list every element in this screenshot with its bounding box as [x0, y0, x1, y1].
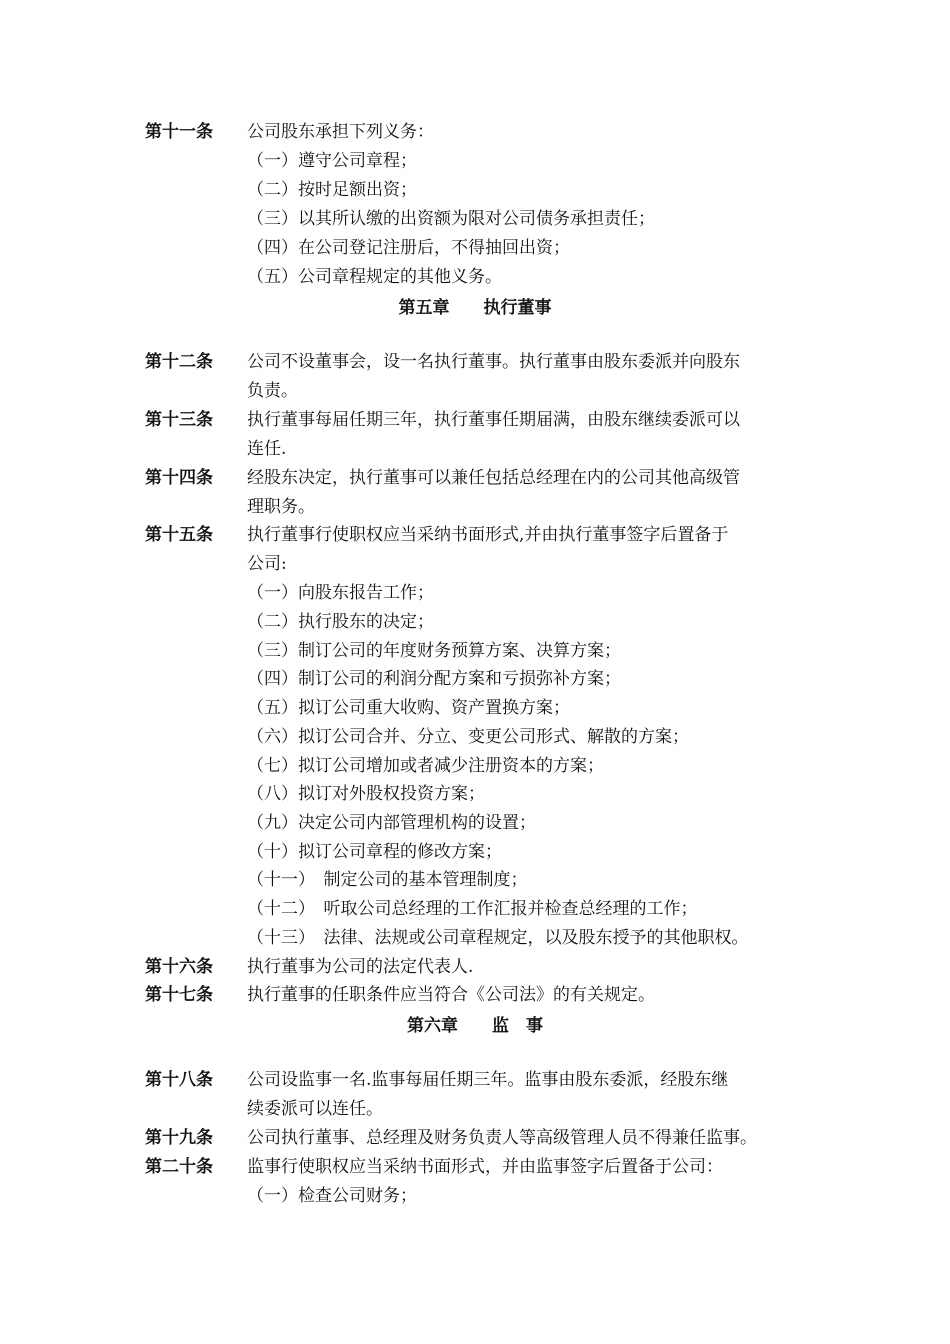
list-item-text: （二）执行股东的决定； — [247, 612, 434, 632]
list-item — [0, 205, 950, 234]
list-item — [0, 866, 950, 895]
article-text: 公司设监事一名.监事每届任期三年。监事由股东委派，经股东继 — [247, 1070, 729, 1090]
article-label: 第十四条 — [145, 468, 213, 488]
list-item — [0, 665, 950, 694]
article-continuation — [0, 550, 950, 579]
article-14 — [0, 464, 950, 493]
article-20 — [0, 1153, 950, 1182]
article-text: 执行董事的任职条件应当符合《公司法》的有关规定。 — [247, 985, 655, 1005]
article-text: 公司不设董事会，设一名执行董事。执行董事由股东委派并向股东 — [247, 352, 740, 372]
article-text: 监事行使职权应当采纳书面形式，并由监事签字后置备于公司： — [247, 1157, 723, 1177]
article-13 — [0, 406, 950, 435]
list-item — [0, 838, 950, 867]
list-item — [0, 752, 950, 781]
article-label: 第十三条 — [145, 410, 213, 430]
article-15 — [0, 521, 950, 550]
list-item — [0, 637, 950, 666]
chapter-title: 第六章 监 事 — [407, 1016, 543, 1036]
article-16 — [0, 953, 950, 982]
article-continuation — [0, 435, 950, 464]
chapter-heading — [0, 294, 950, 323]
article-label: 第十八条 — [145, 1070, 213, 1090]
article-text: 负责。 — [247, 381, 298, 401]
article-text: 公司股东承担下列义务： — [247, 122, 434, 142]
article-12 — [0, 348, 950, 377]
list-item — [0, 895, 950, 924]
list-item-text: （二）按时足额出资； — [247, 180, 417, 200]
list-item — [0, 234, 950, 263]
article-text: 经股东决定，执行董事可以兼任包括总经理在内的公司其他高级管 — [247, 468, 740, 488]
list-item-text: （一）向股东报告工作； — [247, 583, 434, 603]
article-label: 第十五条 — [145, 525, 213, 545]
list-item-text: （十）拟订公司章程的修改方案； — [247, 842, 502, 862]
article-label: 第十二条 — [145, 352, 213, 372]
list-item — [0, 263, 950, 292]
list-item — [0, 579, 950, 608]
list-item-text: （八）拟订对外股权投资方案； — [247, 784, 485, 804]
list-item — [0, 809, 950, 838]
list-item-text: （三）制订公司的年度财务预算方案、决算方案； — [247, 641, 621, 661]
article-text: 理职务。 — [247, 497, 315, 517]
list-item — [0, 1182, 950, 1211]
list-item — [0, 924, 950, 953]
article-text: 执行董事每届任期三年，执行董事任期届满，由股东继续委派可以 — [247, 410, 740, 430]
article-text: 公司: — [247, 554, 287, 574]
article-continuation — [0, 493, 950, 522]
article-continuation — [0, 377, 950, 406]
article-19 — [0, 1124, 950, 1153]
article-label: 第十六条 — [145, 957, 213, 977]
article-text: 续委派可以连任。 — [247, 1099, 383, 1119]
article-label: 第二十条 — [145, 1157, 213, 1177]
list-item — [0, 147, 950, 176]
list-item — [0, 608, 950, 637]
list-item-text: （一）检查公司财务； — [247, 1186, 417, 1206]
list-item-text: （三）以其所认缴的出资额为限对公司债务承担责任； — [247, 209, 655, 229]
article-text: 连任. — [247, 439, 287, 459]
list-item-text: （五）拟订公司重大收购、资产置换方案； — [247, 698, 570, 718]
list-item — [0, 723, 950, 752]
list-item-text: （六）拟订公司合并、分立、变更公司形式、解散的方案； — [247, 727, 689, 747]
article-label: 第十七条 — [145, 985, 213, 1005]
list-item-text: （七）拟订公司增加或者减少注册资本的方案； — [247, 756, 604, 776]
article-label: 第十九条 — [145, 1128, 213, 1148]
list-item-text: （十三） 法律、法规或公司章程规定，以及股东授予的其他职权。 — [247, 928, 749, 948]
list-item — [0, 176, 950, 205]
article-label: 第十一条 — [145, 122, 213, 142]
list-item-text: （一）遵守公司章程； — [247, 151, 417, 171]
article-text: 执行董事行使职权应当采纳书面形式,并由执行董事签字后置备于 — [247, 525, 729, 545]
article-17 — [0, 981, 950, 1010]
article-text: 公司执行董事、总经理及财务负责人等高级管理人员不得兼任监事。 — [247, 1128, 757, 1148]
list-item-text: （十一） 制定公司的基本管理制度； — [247, 870, 528, 890]
article-18 — [0, 1066, 950, 1095]
list-item-text: （九）决定公司内部管理机构的设置； — [247, 813, 536, 833]
chapter-heading — [0, 1012, 950, 1041]
article-continuation — [0, 1095, 950, 1124]
list-item-text: （四）制订公司的利润分配方案和亏损弥补方案； — [247, 669, 621, 689]
list-item-text: （五）公司章程规定的其他义务。 — [247, 267, 502, 287]
list-item — [0, 694, 950, 723]
list-item-text: （十二） 听取公司总经理的工作汇报并检查总经理的工作； — [247, 899, 698, 919]
list-item-text: （四）在公司登记注册后，不得抽回出资； — [247, 238, 570, 258]
list-item — [0, 780, 950, 809]
article-11 — [0, 118, 950, 147]
article-text: 执行董事为公司的法定代表人. — [247, 957, 474, 977]
chapter-title: 第五章 执行董事 — [398, 298, 552, 318]
